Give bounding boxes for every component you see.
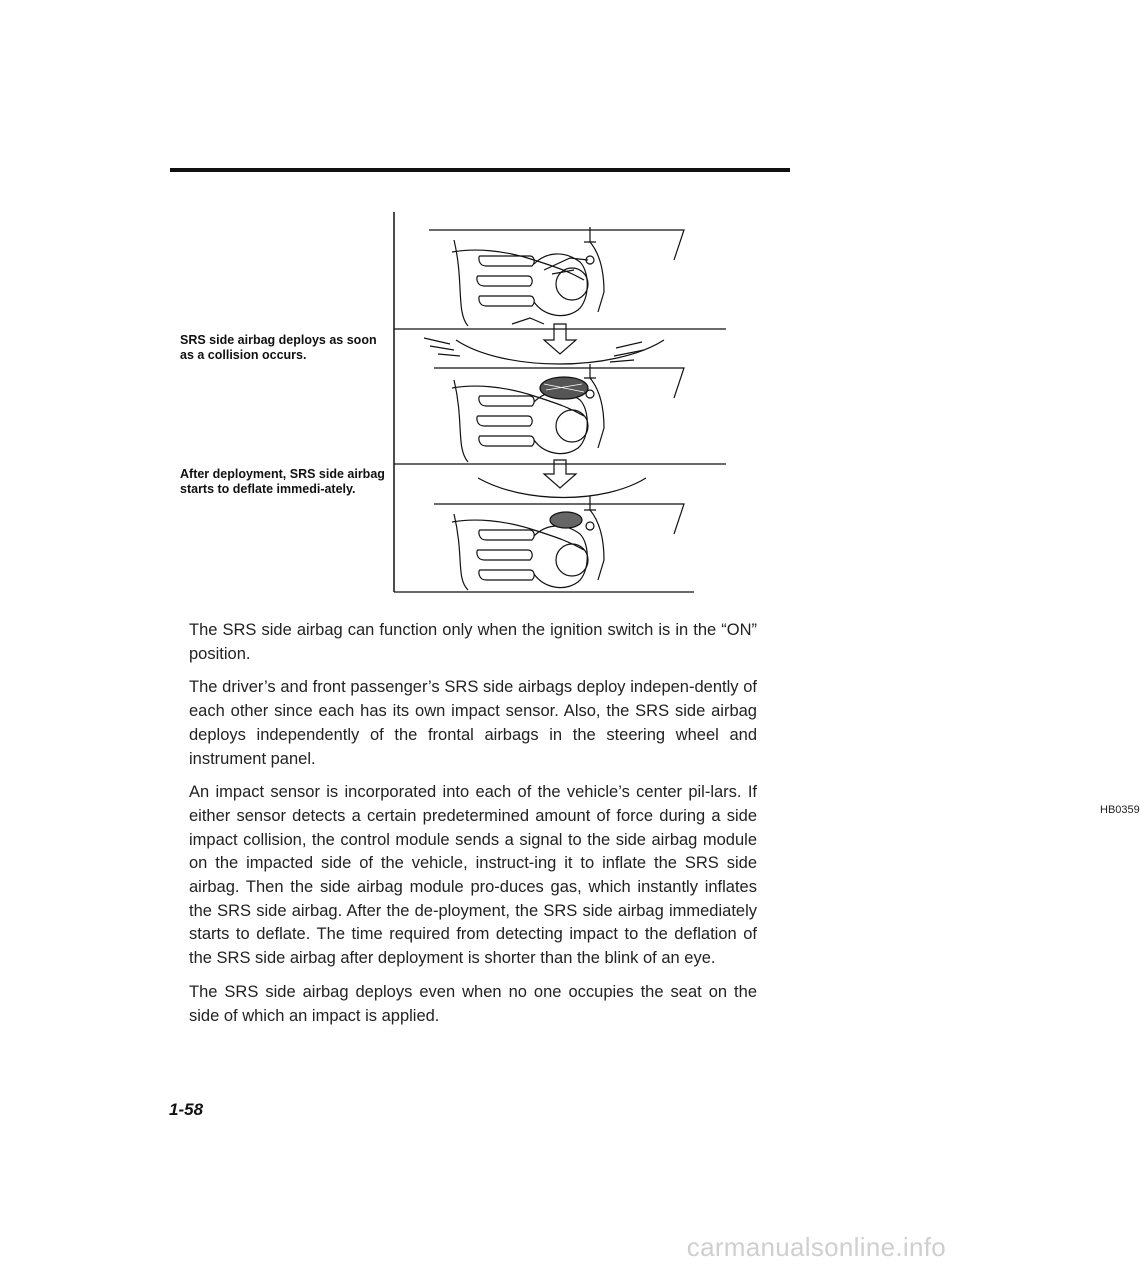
- paragraph-unoccupied-seat: The SRS side airbag deploys even when no one occupies the seat on the side of which an impact is applied.: [189, 982, 757, 1025]
- page-number: 1-58: [169, 1100, 204, 1119]
- airbag-illustration: [394, 212, 734, 596]
- paragraph-impact-sensor: An impact sensor is incorporated into each of the vehicle’s center pil-lars. If either sensor detects a certain predetermined amount of force during a side impact collision, the control module sends a signal to the side airbag module on the impacted side of the vehicle, instruct-ing it to inflate the SRS side airbag. Then the side airbag module pro-duces gas, which instantly inflates the SRS side airbag. After the de-ployment, the SRS side airbag immediately starts to deflate. The time required from detecting impact to the deflation of the SRS side airbag after deployment is shorter than the blink of an eye.: [189, 783, 757, 968]
- watermark: carmanualsonline.info: [686, 1232, 946, 1262]
- airbag-deflating: [550, 512, 582, 528]
- panel-deflating: [434, 478, 684, 590]
- header-rule: [170, 168, 790, 172]
- panel-before-collision: [429, 227, 684, 326]
- figure-callout-deflate: After deployment, SRS side airbag starts to deflate immedi-ately.: [180, 467, 385, 496]
- figure-callout-deploy: SRS side airbag deploys as soon as a collision occurs.: [180, 333, 377, 362]
- body-text: [189, 619, 757, 1038]
- panel-deployed: [424, 338, 684, 462]
- figure-code: HB0359: [1100, 804, 1140, 816]
- paragraph-ignition: The SRS side airbag can function only when the ignition switch is in the “ON” position.: [189, 621, 757, 663]
- paragraph-independent-deploy: The driver’s and front passenger’s SRS side airbags deploy indepen-dently of each other since each has its own impact sensor. Also, the SRS side airbag deploys independently of the frontal airbags in the steering wheel and instrument panel.: [189, 678, 757, 768]
